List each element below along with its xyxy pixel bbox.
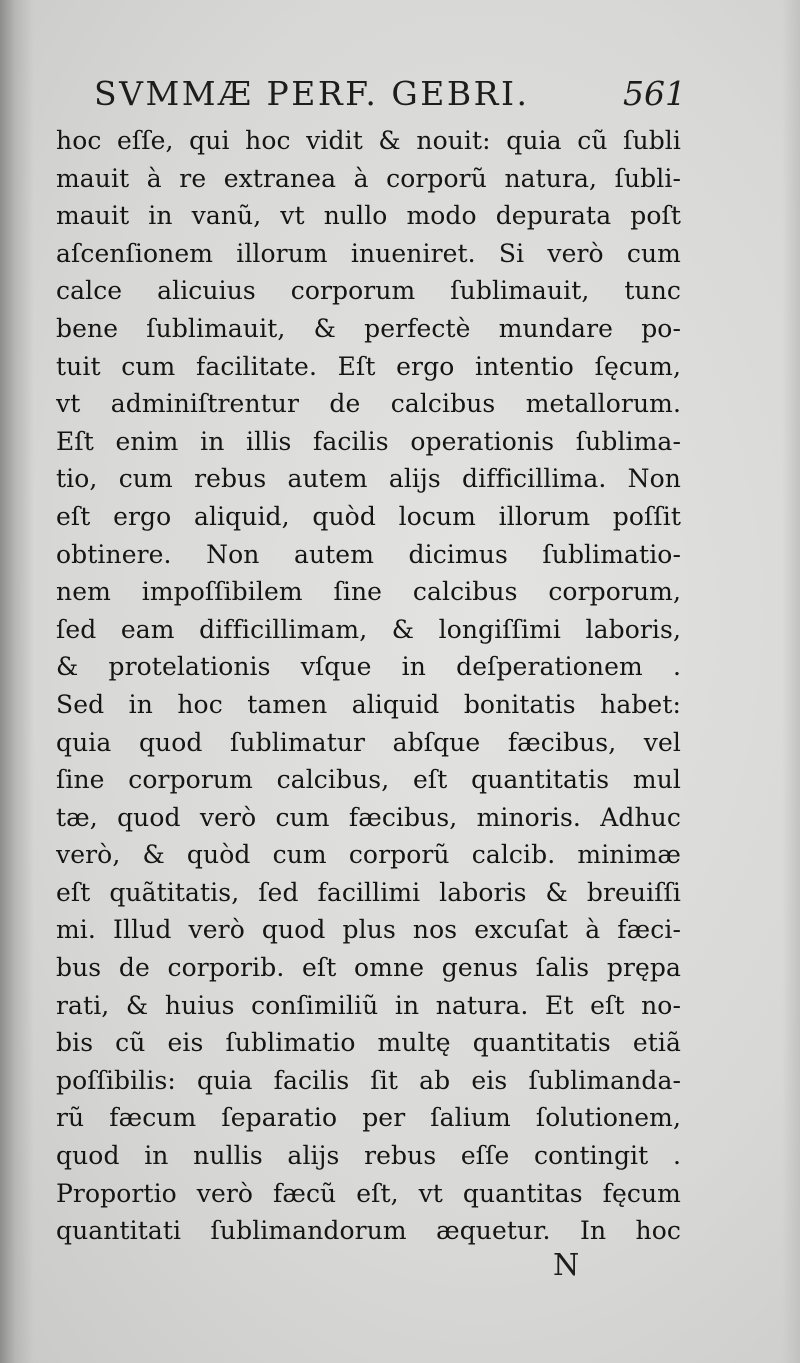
text-line: Sed in hoc tamen aliquid bonitatis habet: (56, 689, 681, 719)
text-line: rati, & huius conſimiliũ in natura. Et eſt no- (56, 990, 681, 1020)
running-head (94, 66, 686, 122)
text-line: eſt ergo aliquid, quòd locum illorum poſſit (56, 501, 681, 531)
text-line: aſcenſionem illorum inueniret. Si verò cum (56, 238, 681, 268)
page-edge (782, 0, 800, 1363)
text-line: poſſibilis: quia facilis ſit ab eis ſublimanda- (56, 1065, 681, 1095)
text-line: Proportio verò fæcũ eſt, vt quantitas fęcum (56, 1178, 681, 1208)
text-line: tio, cum rebus autem alijs difficillima. Non (56, 464, 681, 494)
text-line: bus de corporib. eſt omne genus ſalis prępa (56, 953, 681, 983)
text-line: mauit in vanũ, vt nullo modo depurata poſt (56, 201, 681, 231)
text-line: vt adminiſtrentur de calcibus metallorum. (56, 389, 681, 419)
text-line: obtinere. Non autem dicimus ſublimatio- (56, 539, 681, 569)
text-line: quantitati ſublimandorum æquetur. In hoc (56, 1216, 681, 1246)
text-line: nem impoſſibilem ſine calcibus corporum, (56, 577, 681, 607)
text-line: quia quod ſublimatur abſque fæcibus, vel (56, 727, 681, 757)
text-line: tuit cum facilitate. Eſt ergo intentio ſęcum, (56, 351, 681, 381)
text-line: verò, & quòd cum corporũ calcib. minimæ (56, 840, 681, 870)
text-line: tæ, quod verò cum fæcibus, minoris. Adhuc (56, 802, 681, 832)
text-line: mauit à re extranea à corporũ natura, ſubli- (56, 163, 681, 193)
text-line: calce alicuius corporum ſublimauit, tunc (56, 276, 681, 306)
text-line: rũ fæcum ſeparatio per ſalium ſolutionem, (56, 1103, 681, 1133)
signature-mark: N (553, 1248, 580, 1283)
text-line: bene ſublimauit, & perfectè mundare po- (56, 313, 681, 343)
running-title: SVMMÆ PERF. GEBRI. (94, 74, 530, 113)
gutter-shadow (0, 0, 34, 1363)
text-line: eſt quãtitatis, ſed facillimi laboris & breuiſſi (56, 877, 681, 907)
text-line: ſine corporum calcibus, eſt quantitatis mul (56, 765, 681, 795)
page-number: 561 (623, 74, 686, 113)
body-text (56, 122, 681, 1250)
text-line: mi. Illud verò quod plus nos excuſat à fæci- (56, 915, 681, 945)
text-line: bis cũ eis ſublimatio multę quantitatis etiã (56, 1028, 681, 1058)
text-line: Eſt enim in illis facilis operationis ſublima- (56, 426, 681, 456)
text-line: ſed eam difficillimam, & longiſſimi laboris, (56, 614, 681, 644)
text-line: hoc eſſe, qui hoc vidit & nouit: quia cũ ſubli (56, 126, 681, 155)
text-line: quod in nullis alijs rebus eſſe contingit . (56, 1141, 681, 1171)
text-line: & protelationis vſque in deſperationem . (56, 652, 681, 682)
